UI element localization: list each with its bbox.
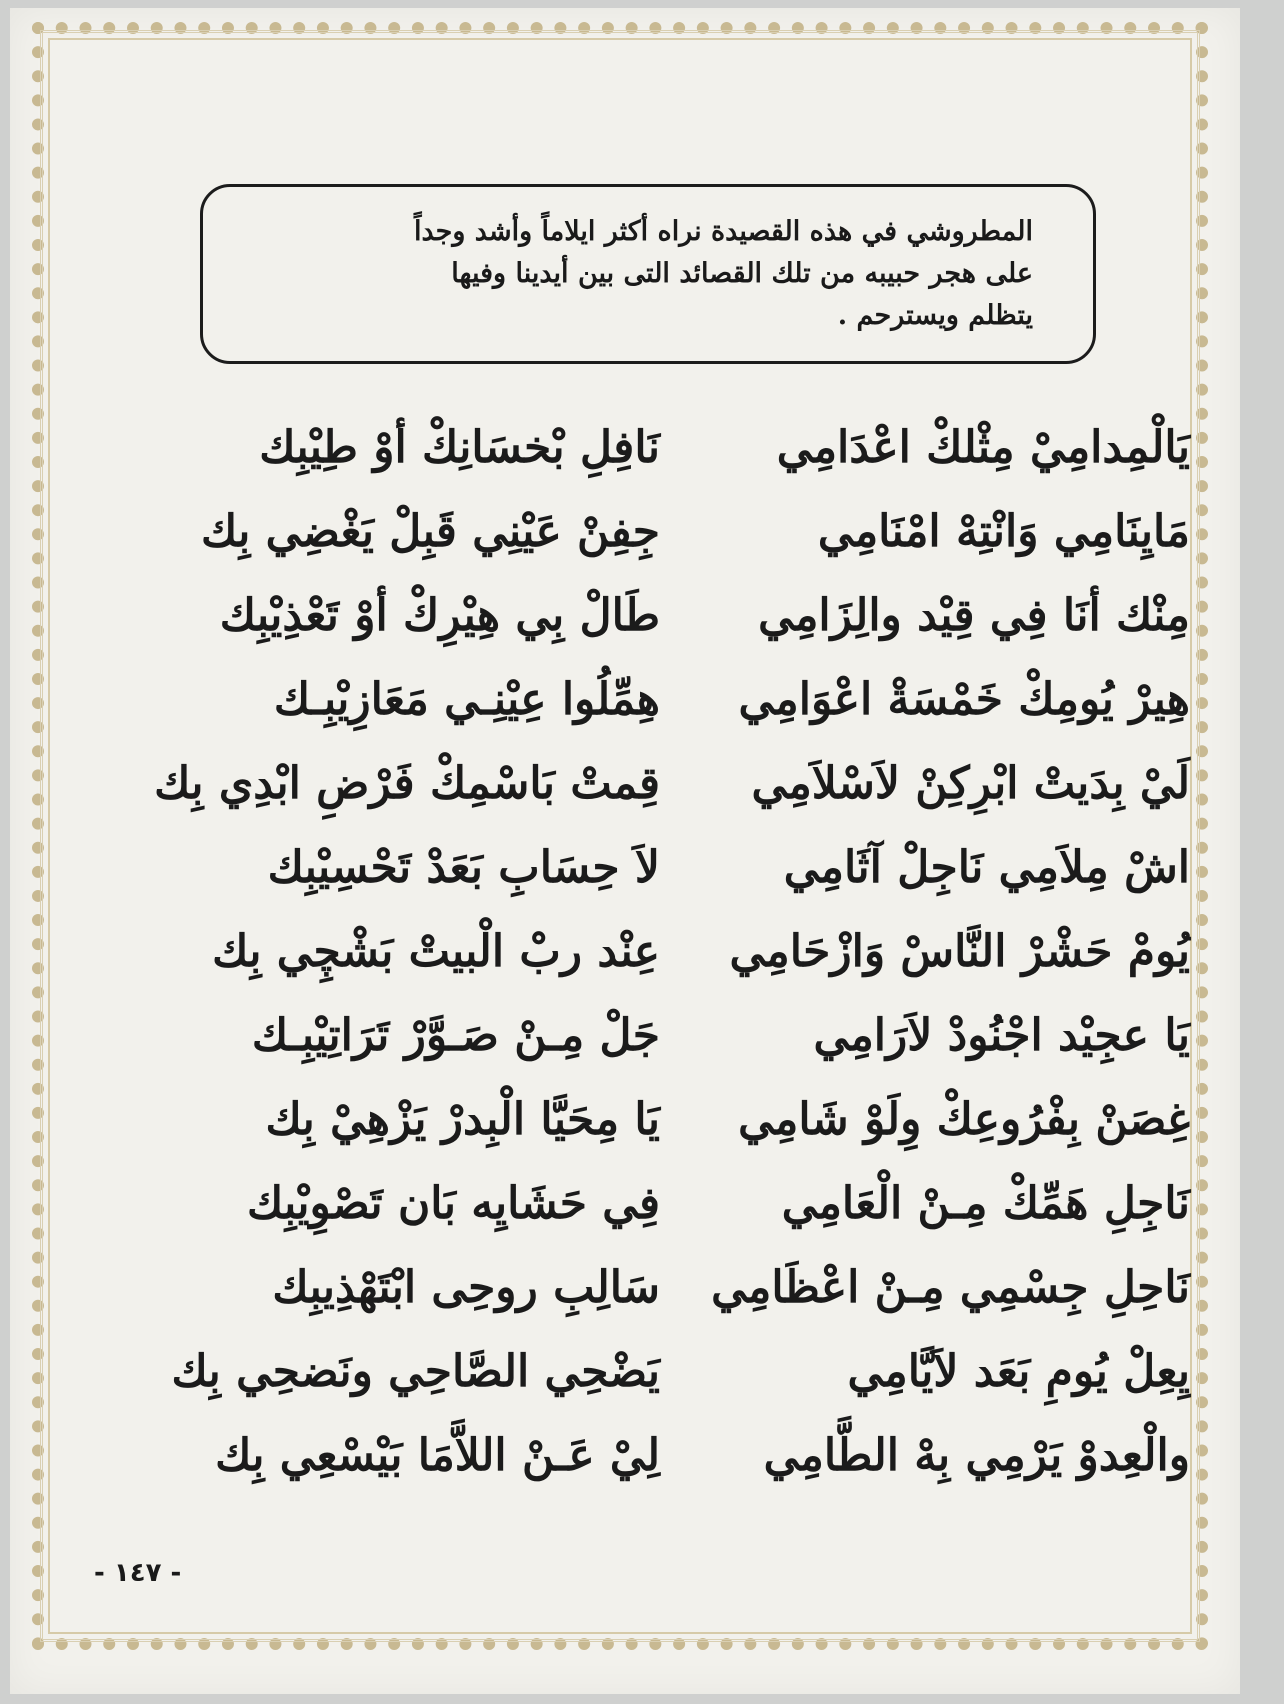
verse-second-hemistich: لاَ حِسَابِ بَعَدْ تَحْسِيْبِك — [267, 842, 660, 893]
intro-box — [200, 184, 1096, 364]
verse-first-hemistich: مَايِنَامِي وَانْتِهْ امْنَامِي — [817, 506, 1190, 557]
verse-first-hemistich: يَالْمِدامِيْ مِثْلكْ اعْدَامِي — [776, 422, 1190, 473]
verse-first-hemistich: يَا عجِيْد اجْنُودْ لاَرَامِي — [813, 1010, 1190, 1061]
verse-second-hemistich: نَافِلِ بْخسَانِكْ أوْ طِيْبِك — [259, 422, 660, 473]
verse — [90, 1174, 1190, 1258]
verse — [90, 586, 1190, 670]
page-number: - ١٤٧ - — [94, 1558, 182, 1588]
intro-line: المطروشي في هذه القصيدة نراه أكثر ايلاماً وأشد وجداً — [414, 216, 1033, 247]
verse-second-hemistich: طَالْ بِي هِيْرِكْ أوْ تَعْذِيْبِك — [219, 590, 660, 641]
verse — [90, 1090, 1190, 1174]
verse — [90, 1342, 1190, 1426]
verse — [90, 670, 1190, 754]
verse — [90, 502, 1190, 586]
verse-second-hemistich: قِمتْ بَاسْمِكْ فَرْضِ ابْدِي بِك — [154, 758, 660, 809]
verse — [90, 754, 1190, 838]
verse-second-hemistich: جِفِنْ عَيْنِي قَبِلْ يَغْضِي بِك — [201, 506, 660, 557]
verse — [90, 1006, 1190, 1090]
poem — [90, 418, 1190, 1510]
verse-second-hemistich: جَلْ مِـنْ صَـوَّرْ تَرَاتِيْبِـك — [251, 1010, 660, 1061]
verse-second-hemistich: فِي حَشَايِه بَان تَصْوِيْبِك — [246, 1178, 660, 1229]
verse-second-hemistich: عِنْد ربْ الْبيتْ بَشْچِي بِك — [212, 926, 660, 977]
verse-second-hemistich: هِمِّلُوا عِيْنِـي مَعَازِيْبِـك — [273, 674, 660, 725]
verse-first-hemistich: هِيرْ يُومِكْ خَمْسَةْ اعْوَامِي — [738, 674, 1190, 725]
verse — [90, 922, 1190, 1006]
verse — [90, 838, 1190, 922]
verse-first-hemistich: لَيْ بِدَيتْ ابْرِكِنْ لاَسْلاَمِي — [751, 758, 1190, 809]
verse-first-hemistich: نَاجِلِ هَمِّكْ مِـنْ الْعَامِي — [781, 1178, 1190, 1229]
verse-first-hemistich: والْعِدوْ يَرْمِي بِهْ الطَّامِي — [763, 1430, 1190, 1481]
document-page — [10, 8, 1240, 1694]
verse-first-hemistich: يِعِلْ يُومِ بَعَد لاَيَّامِي — [847, 1346, 1190, 1397]
verse-second-hemistich: سَالِبِ روحِى ابْتَهْذِيبِك — [272, 1262, 660, 1313]
verse-first-hemistich: غِصَنْ بِفْرُوعِكْ وِلَوْ شَامِي — [738, 1094, 1190, 1145]
verse — [90, 1426, 1190, 1510]
verse-first-hemistich: مِنْك أنَا فِي قِيْد والِزَامِي — [758, 590, 1190, 641]
verse-second-hemistich: يَضْحِي الصَّاحِي ونَضحِي بِك — [171, 1346, 660, 1397]
intro-line: يتظلم ويسترحم . — [837, 300, 1033, 331]
verse — [90, 1258, 1190, 1342]
verse-first-hemistich: اشْ مِلاَمِي نَاجِلْ آثَامِي — [783, 842, 1190, 893]
intro-line: على هجر حبيبه من تلك القصائد التى بين أيدينا وفيها — [451, 258, 1033, 289]
verse — [90, 418, 1190, 502]
verse-first-hemistich: نَاحِلِ جِسْمِي مِـنْ اعْظَامِي — [711, 1262, 1190, 1313]
verse-first-hemistich: يُومْ حَشْرْ النَّاسْ وَازْحَامِي — [729, 926, 1190, 977]
verse-second-hemistich: يَا مِحَيَّا الْبِدرْ يَزْهِيْ بِك — [265, 1094, 660, 1145]
verse-second-hemistich: لِيْ عَـنْ اللاَّمَا بَيْسْعِي بِك — [215, 1430, 660, 1481]
